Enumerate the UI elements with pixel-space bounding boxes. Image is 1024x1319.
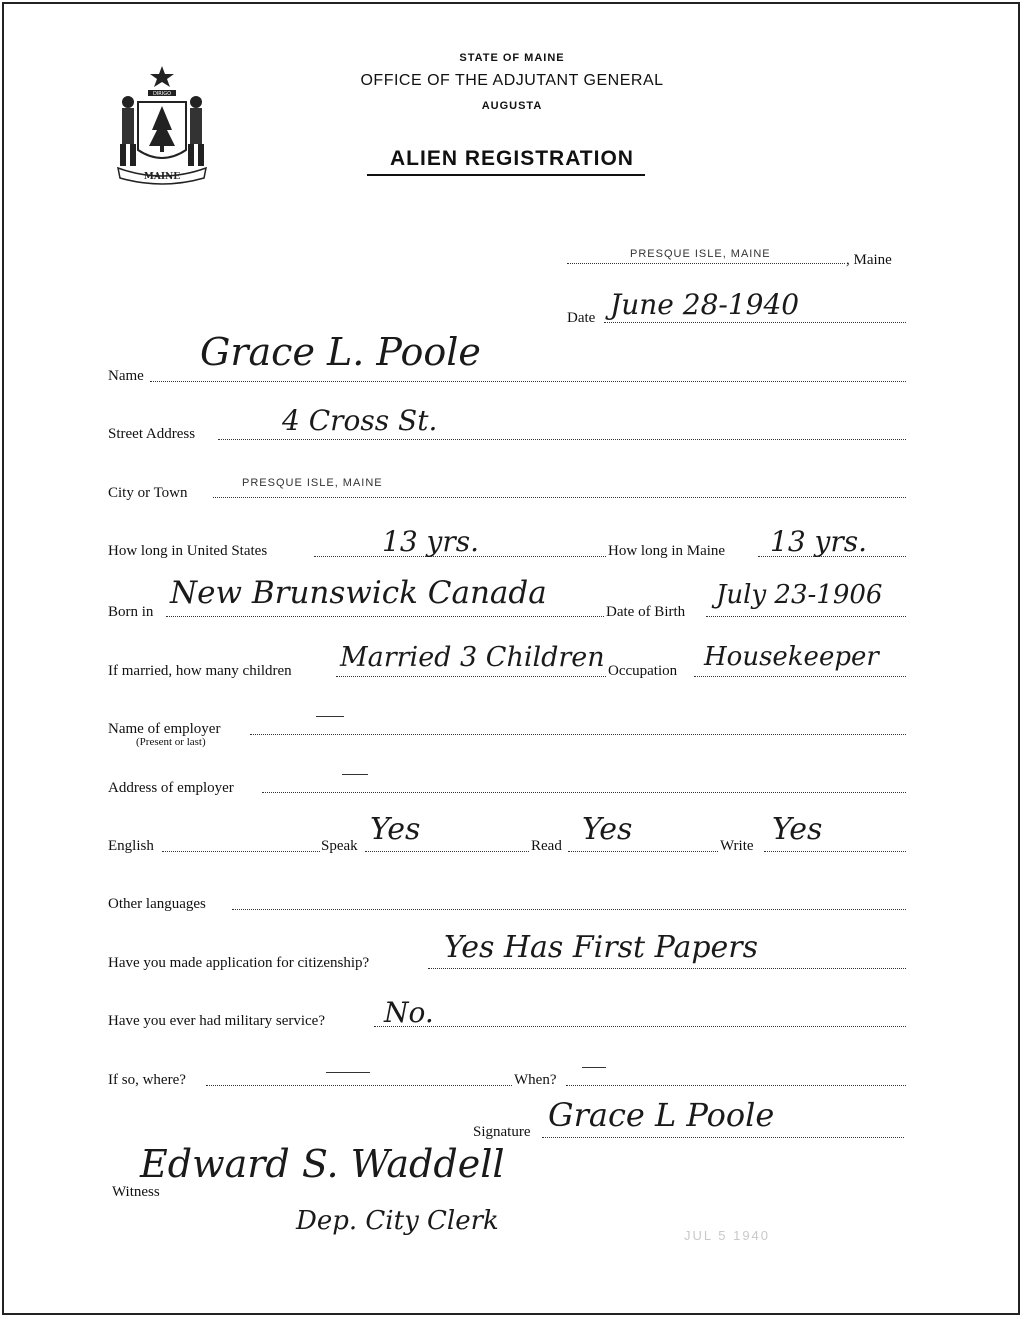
employer-address-line bbox=[262, 792, 906, 793]
header-office: OFFICE OF THE ADJUTANT GENERAL bbox=[360, 72, 664, 89]
born-in-entry: New Brunswick Canada bbox=[170, 575, 547, 611]
when-dash bbox=[582, 1067, 606, 1068]
occupation-label: Occupation bbox=[608, 663, 678, 679]
city-line bbox=[213, 497, 906, 498]
citizenship-entry: Yes Has First Papers bbox=[444, 930, 759, 965]
maine-suffix: , Maine bbox=[846, 252, 892, 268]
military-service-line bbox=[374, 1026, 906, 1027]
date-of-birth-entry: July 23-1906 bbox=[716, 580, 883, 610]
name-line bbox=[150, 381, 906, 382]
received-stamp: JUL 5 1940 bbox=[684, 1228, 771, 1243]
signature-label: Signature bbox=[473, 1124, 531, 1140]
married-children-entry: Married 3 Children bbox=[340, 642, 605, 673]
where-dash bbox=[326, 1072, 370, 1073]
how-long-maine-label: How long in Maine bbox=[608, 543, 726, 559]
witness-label: Witness bbox=[112, 1184, 160, 1200]
married-children-line bbox=[336, 676, 606, 677]
write-line bbox=[764, 851, 906, 852]
date-line bbox=[604, 322, 906, 323]
name-entry: Grace L. Poole bbox=[200, 330, 481, 374]
witness-entry: Edward S. Waddell bbox=[140, 1142, 505, 1186]
signature-entry: Grace L Poole bbox=[548, 1096, 775, 1134]
speak-entry: Yes bbox=[370, 812, 421, 847]
employer-name-line bbox=[250, 734, 906, 735]
how-long-us-entry: 13 yrs. bbox=[382, 525, 480, 558]
when-label: When? bbox=[514, 1072, 557, 1088]
military-service-entry: No. bbox=[384, 996, 434, 1029]
military-service-label: Have you ever had military service? bbox=[108, 1013, 325, 1029]
present-or-last-note: (Present or last) bbox=[136, 736, 206, 748]
write-label: Write bbox=[720, 838, 754, 854]
header-city: AUGUSTA bbox=[481, 100, 543, 112]
street-address-entry: 4 Cross St. bbox=[282, 404, 438, 437]
title-underline bbox=[367, 174, 645, 176]
how-long-maine-entry: 13 yrs. bbox=[770, 525, 868, 558]
write-entry: Yes bbox=[772, 812, 823, 847]
city-label: City or Town bbox=[108, 485, 188, 501]
how-long-us-label: How long in United States bbox=[108, 543, 268, 559]
speak-line bbox=[365, 851, 529, 852]
married-children-label: If married, how many children bbox=[108, 663, 292, 679]
occupation-entry: Housekeeper bbox=[704, 642, 879, 672]
employer-address-label: Address of employer bbox=[108, 780, 234, 796]
if-so-where-line bbox=[206, 1085, 512, 1086]
read-line bbox=[568, 851, 718, 852]
other-languages-label: Other languages bbox=[108, 896, 206, 912]
name-label: Name bbox=[108, 368, 144, 384]
citizenship-label: Have you made application for citizenship? bbox=[108, 955, 370, 971]
form-title: ALIEN REGISTRATION bbox=[390, 147, 634, 170]
employer-address-dash bbox=[342, 774, 368, 775]
speak-label: Speak bbox=[321, 838, 358, 854]
place-line bbox=[567, 263, 845, 264]
street-address-line bbox=[218, 439, 906, 440]
if-so-where-label: If so, where? bbox=[108, 1072, 186, 1088]
date-label: Date bbox=[567, 310, 596, 326]
city-stamp: PRESQUE ISLE, MAINE bbox=[242, 477, 383, 489]
english-line bbox=[162, 851, 320, 852]
read-label: Read bbox=[531, 838, 562, 854]
signature-line bbox=[542, 1137, 904, 1138]
occupation-line bbox=[694, 676, 906, 677]
born-in-label: Born in bbox=[108, 604, 154, 620]
header-state: STATE OF MAINE bbox=[459, 52, 565, 64]
employer-name-dash bbox=[316, 716, 344, 717]
english-label: English bbox=[108, 838, 154, 854]
place-stamp: PRESQUE ISLE, MAINE bbox=[630, 248, 771, 260]
when-line bbox=[566, 1085, 906, 1086]
date-of-birth-label: Date of Birth bbox=[606, 604, 686, 620]
other-languages-line bbox=[232, 909, 906, 910]
read-entry: Yes bbox=[582, 812, 633, 847]
street-address-label: Street Address bbox=[108, 426, 196, 442]
citizenship-line bbox=[428, 968, 906, 969]
date-entry: June 28-1940 bbox=[610, 288, 800, 321]
witness-title-entry: Dep. City Clerk bbox=[296, 1206, 499, 1236]
svg-text:DIRIGO: DIRIGO bbox=[152, 91, 172, 97]
date-of-birth-line bbox=[706, 616, 906, 617]
svg-text:MAINE: MAINE bbox=[143, 172, 181, 182]
born-in-line bbox=[166, 616, 604, 617]
employer-name-label: Name of employer bbox=[108, 721, 221, 737]
